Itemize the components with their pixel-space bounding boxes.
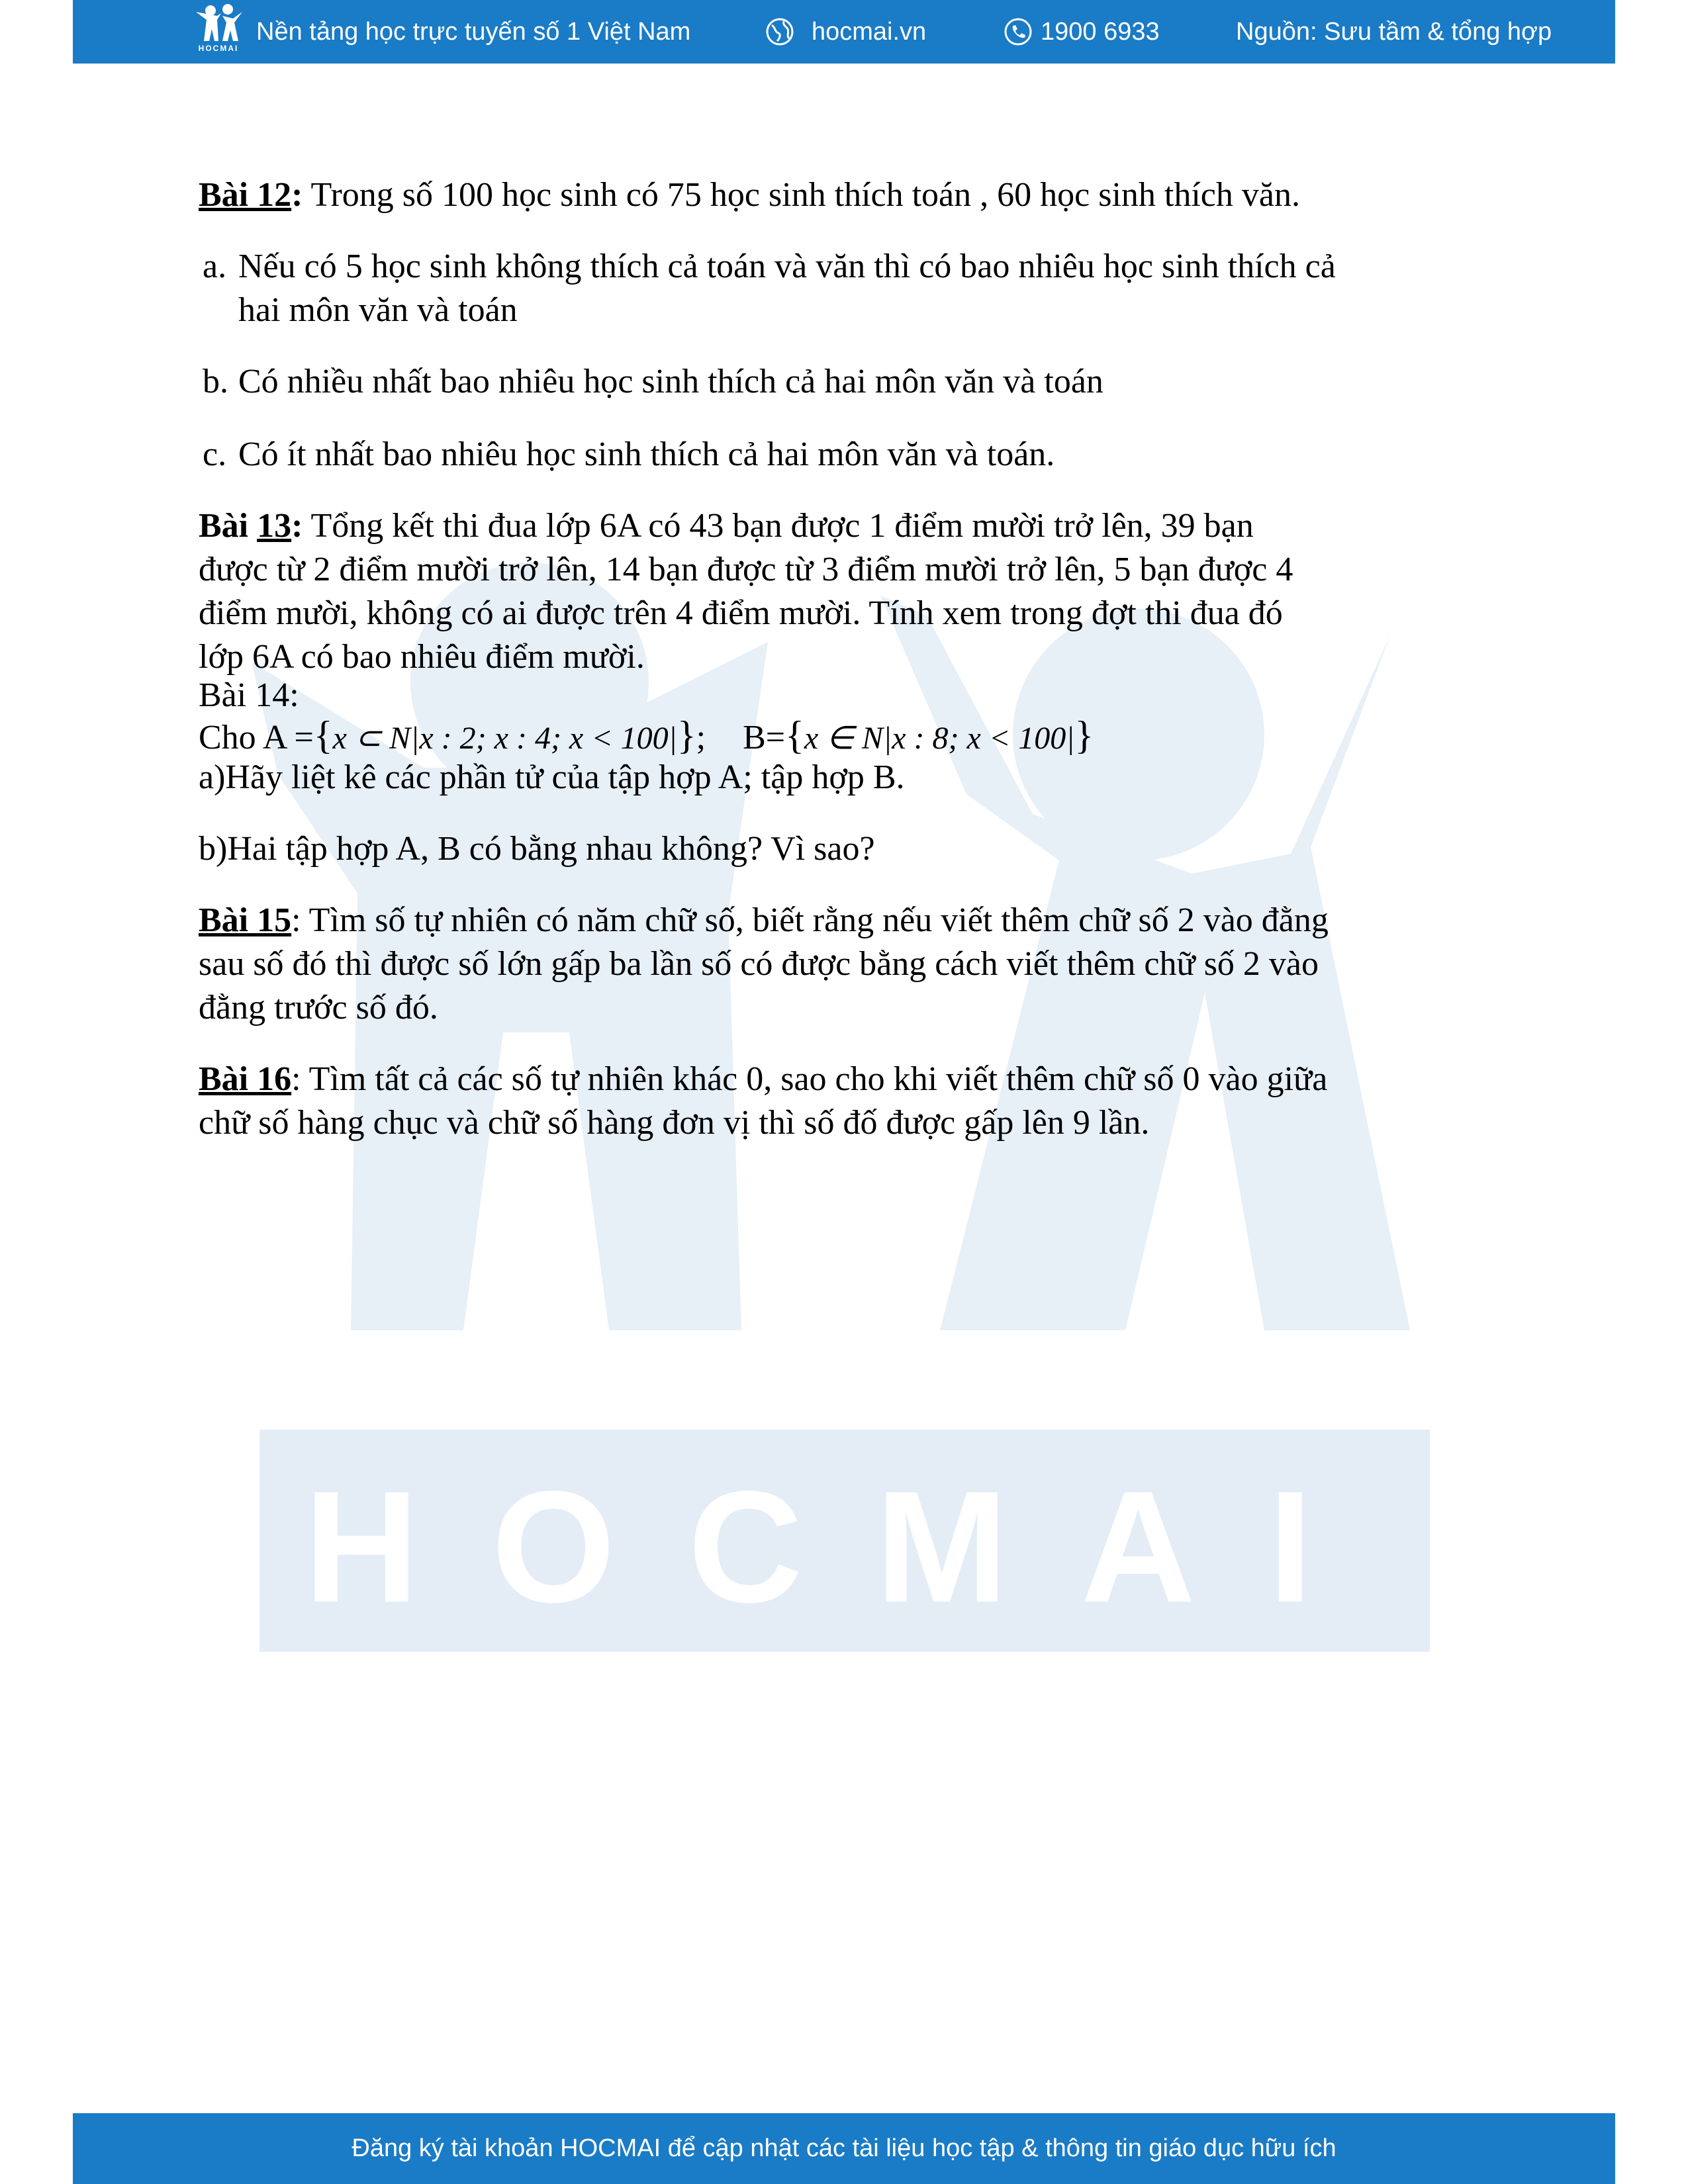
problem-14-question-b: b)Hai tập hợp A, B có bằng nhau không? Vì sao? [199,830,875,868]
footer-bar[interactable] [73,2113,1615,2184]
problem-12-c [203,433,1055,477]
problem-13-line3: điểm mười, không có ai được trên 4 điểm mười. Tính xem trong đợt thi đua đó [199,594,1283,632]
problem-14-sets [199,713,1094,760]
problem-12-colon: : [291,176,303,214]
phone-link[interactable] [1004,0,1160,64]
problem-12-text: Trong số 100 học sinh có 75 học sinh thích toán , 60 học sinh thích văn. [303,176,1300,214]
problem-15-line3: đằng trước số đó. [199,989,438,1026]
problem-13-colon: : [291,507,303,545]
set-a-open-brace: { [313,713,333,757]
set-b-prefix: B= [743,719,786,756]
problem-15-label: Bài 15 [199,901,292,939]
globe-icon [765,17,794,46]
problem-16-line2: chữ số hàng chục và chữ số hàng đơn vị thì số đố được gấp lên 9 lần. [199,1104,1150,1142]
problem-13-text-1: Tổng kết thi đua lớp 6A có 43 bạn được 1 điểm mười trở lên, 39 bạn [303,507,1254,545]
hocmai-logo[interactable] [191,3,246,58]
tagline: Nền tảng học trực tuyến số 1 Việt Nam [256,17,691,46]
problem-16-text-1: : Tìm tất cả các số tự nhiên khác 0, sao cho khi viết thêm chữ số 0 vào giữa [291,1060,1328,1098]
set-a-close-brace: } [677,713,696,757]
problem-16-line1 [199,1058,1327,1101]
problem-14-label: Bài 14: [199,676,299,714]
problem-15-line1 [199,899,1329,942]
set-a-definition: x ⊂ N|x : 2; x : 4; x < 100| [332,721,677,756]
footer-text: Đăng ký tài khoản HOCMAI để cập nhật các tài liệu học tập & thông tin giáo dục hữu ích [352,2134,1336,2162]
logo-figures-icon [191,3,246,44]
set-b-close-brace: } [1074,713,1094,757]
problem-15-text-1: : Tìm số tự nhiên có năm chữ số, biết rằng nếu viết thêm chữ số 2 vào đằng [291,901,1329,939]
set-a-prefix: Cho A = [199,719,314,756]
set-b-definition: x ∈ N|x : 8; x < 100| [804,721,1075,756]
header-bar [73,0,1615,64]
problem-14-question-a: a)Hãy liệt kê các phần tử của tập hợp A; tập hợp B. [199,758,905,796]
item-c-text: Có ít nhất bao nhiêu học sinh thích cả hai môn văn và toán. [238,435,1055,473]
problem-13-label-num: 13 [257,507,292,545]
website-link[interactable] [765,0,926,64]
problem-12-label: Bài 12 [199,176,292,214]
problem-12-b [203,360,1103,404]
problem-12-a [203,245,1336,289]
item-a-label: a. [203,248,227,285]
problem-13-line2: được từ 2 điểm mười trở lên, 14 bạn được từ 3 điểm mười trở lên, 5 bạn được 4 [199,551,1293,588]
item-a-text-line1: Nếu có 5 học sinh không thích cả toán và văn thì có bao nhiêu học sinh thích cả [238,248,1336,285]
problem-13-line4: lớp 6A có bao nhiêu điểm mười. [199,638,645,676]
problem-13-line1 [199,504,1254,548]
problem-15-line2: sau số đó thì được số lớn gấp ba lần số có được bằng cách viết thêm chữ số 2 vào [199,945,1319,983]
item-a-text-line2: hai môn văn và toán [238,291,518,329]
item-b-text: Có nhiều nhất bao nhiêu học sinh thích cả hai môn văn và toán [238,363,1103,400]
problem-12-line [199,173,1300,217]
website-text: hocmai.vn [812,17,927,46]
watermark-text: HOCMAI [304,1458,1385,1635]
phone-icon [1004,17,1033,46]
logo-text: HOCMAI [198,44,239,53]
problem-13-label-pre: Bài [199,507,258,545]
set-separator: ; [696,719,706,756]
item-b-label: b. [203,363,228,400]
phone-text: 1900 6933 [1041,17,1160,46]
item-c-label: c. [203,435,227,473]
set-b-open-brace: { [785,713,804,757]
problem-16-label: Bài 16 [199,1060,292,1098]
source-text: Nguồn: Sưu tầm & tổng hợp [1236,17,1552,46]
